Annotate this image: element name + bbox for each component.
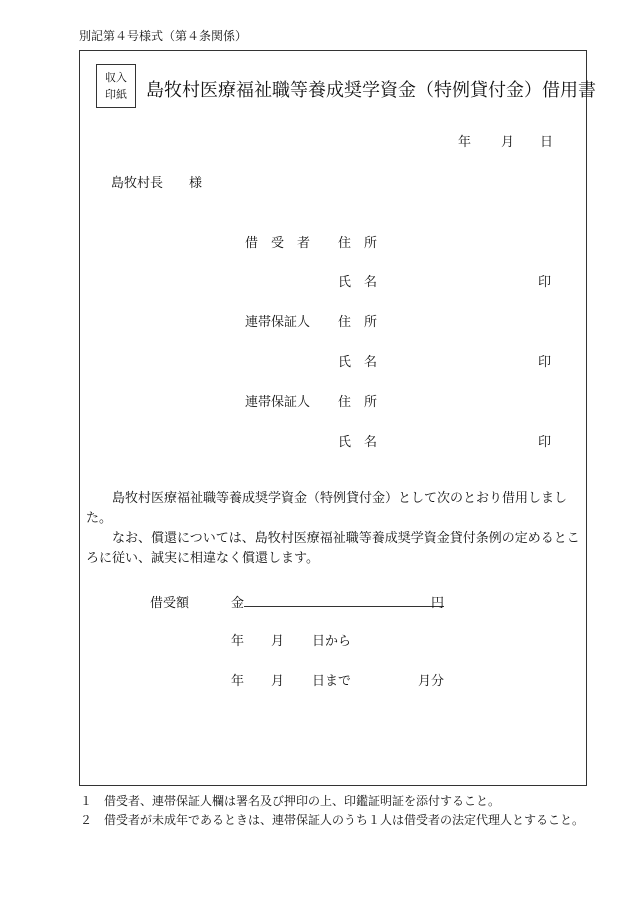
period-to-year: 年 bbox=[231, 674, 245, 689]
guarantor1-name-label: 氏 名 bbox=[338, 355, 378, 370]
loan-amount-underline bbox=[244, 606, 444, 607]
addressee: 島牧村長 様 bbox=[111, 176, 203, 191]
borrower-role: 借 受 者 bbox=[245, 236, 311, 251]
period-from-day: 日から bbox=[312, 634, 352, 649]
guarantor1-seal: 印 bbox=[538, 355, 552, 370]
date-month: 月 bbox=[501, 135, 515, 150]
revenue-stamp-box bbox=[96, 64, 136, 108]
note-1: １ 借受者、連帯保証人欄は署名及び押印の上、印鑑証明証を添付すること。 bbox=[80, 794, 501, 808]
loan-amount-label: 借受額 bbox=[150, 596, 190, 611]
guarantor1-role: 連帯保証人 bbox=[245, 315, 311, 330]
note-2: ２ 借受者が未成年であるときは、連帯保証人のうち１人は借受者の法定代理人とすること。 bbox=[80, 813, 585, 827]
period-months: 月分 bbox=[418, 674, 445, 689]
document-title: 島牧村医療福祉職等養成奨学資金（特例貸付金）借用書 bbox=[146, 80, 596, 101]
guarantor2-name-label: 氏 名 bbox=[338, 435, 378, 450]
guarantor2-seal: 印 bbox=[538, 435, 552, 450]
guarantor2-address-label: 住 所 bbox=[338, 395, 378, 410]
stamp-label-line1: 収入 bbox=[105, 71, 127, 84]
date-year: 年 bbox=[458, 135, 472, 150]
period-from-year: 年 bbox=[231, 634, 245, 649]
body-paragraph-2: なお、償還については、島牧村医療福祉職等養成奨学資金貸付条例の定めるところに従い、誠実に相違なく償還します。 bbox=[86, 531, 580, 566]
form-number-header: 別記第４号様式（第４条関係） bbox=[79, 29, 248, 43]
period-from-month: 月 bbox=[271, 634, 285, 649]
date-day: 日 bbox=[540, 135, 554, 150]
borrower-address-label: 住 所 bbox=[338, 236, 378, 251]
guarantor2-role: 連帯保証人 bbox=[245, 395, 311, 410]
borrower-name-label: 氏 名 bbox=[338, 275, 378, 290]
body-paragraph-1: 島牧村医療福祉職等養成奨学資金（特例貸付金）として次のとおり借用しました。 bbox=[86, 491, 568, 526]
loan-yen: 円 bbox=[431, 596, 445, 611]
borrower-seal: 印 bbox=[538, 275, 552, 290]
stamp-label-line2: 印紙 bbox=[105, 88, 127, 101]
guarantor1-address-label: 住 所 bbox=[338, 315, 378, 330]
period-to-month: 月 bbox=[271, 674, 285, 689]
loan-kin: 金 bbox=[231, 596, 245, 611]
period-to-day: 日まで bbox=[312, 674, 352, 689]
